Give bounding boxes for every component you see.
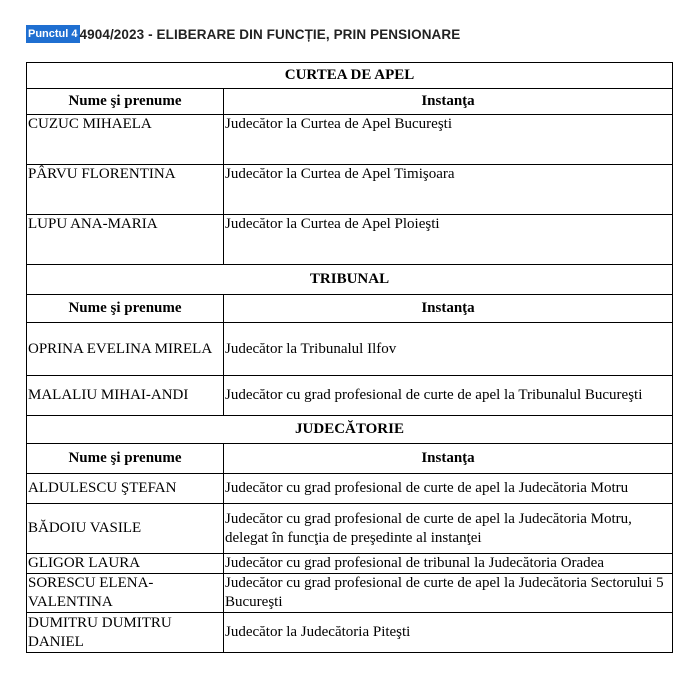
table-row — [27, 323, 673, 376]
section-row — [27, 265, 673, 295]
court-column-header: Instanţa — [224, 444, 673, 474]
document-title: 4904/2023 - ELIBERARE DIN FUNCȚIE, PRIN PENSIONARE — [79, 26, 461, 42]
name-cell: DUMITRU DUMITRU DANIEL — [27, 613, 224, 653]
column-header-row — [27, 444, 673, 474]
section-row — [27, 63, 673, 89]
retirement-table — [26, 62, 673, 653]
table-row — [27, 474, 673, 504]
name-cell: GLIGOR LAURA — [27, 554, 224, 574]
court-cell: Judecător la Curtea de Apel Timişoara — [224, 165, 673, 215]
name-cell: ALDULESCU ŞTEFAN — [27, 474, 224, 504]
court-cell: Judecător cu grad profesional de curte de apel la Judecătoria Motru, delegat în funcţia de preşedinte al instanţei — [224, 504, 673, 554]
table-row — [27, 215, 673, 265]
name-cell: BĂDOIU VASILE — [27, 504, 224, 554]
column-header-row — [27, 295, 673, 323]
name-cell: OPRINA EVELINA MIRELA — [27, 323, 224, 376]
court-column-header: Instanţa — [224, 89, 673, 115]
name-column-header: Nume şi prenume — [27, 89, 224, 115]
court-cell: Judecător la Judecătoria Piteşti — [224, 613, 673, 653]
court-cell: Judecător cu grad profesional de tribunal la Judecătoria Oradea — [224, 554, 673, 574]
table-row — [27, 554, 673, 574]
table-row — [27, 165, 673, 215]
section-row — [27, 416, 673, 444]
section-badge: Punctul 4 — [26, 25, 80, 43]
section-title: JUDECĂTORIE — [27, 416, 673, 444]
name-cell: MALALIU MIHAI-ANDI — [27, 376, 224, 416]
court-cell: Judecător cu grad profesional de curte de apel la Tribunalul Bucureşti — [224, 376, 673, 416]
name-cell: SORESCU ELENA-VALENTINA — [27, 574, 224, 613]
column-header-row — [27, 89, 673, 115]
court-cell: Judecător la Tribunalul Ilfov — [224, 323, 673, 376]
name-cell: PÂRVU FLORENTINA — [27, 165, 224, 215]
court-cell: Judecător cu grad profesional de curte de apel la Judecătoria Sectorului 5 Bucureşti — [224, 574, 673, 613]
name-column-header: Nume şi prenume — [27, 295, 224, 323]
table-row — [27, 504, 673, 554]
section-title: CURTEA DE APEL — [27, 63, 673, 89]
document-header — [26, 24, 460, 44]
name-column-header: Nume şi prenume — [27, 444, 224, 474]
court-cell: Judecător la Curtea de Apel Bucureşti — [224, 115, 673, 165]
name-cell: LUPU ANA-MARIA — [27, 215, 224, 265]
section-title: TRIBUNAL — [27, 265, 673, 295]
table-row — [27, 376, 673, 416]
table-row — [27, 574, 673, 613]
court-column-header: Instanţa — [224, 295, 673, 323]
table-row — [27, 613, 673, 653]
court-cell: Judecător la Curtea de Apel Ploieşti — [224, 215, 673, 265]
name-cell: CUZUC MIHAELA — [27, 115, 224, 165]
court-cell: Judecător cu grad profesional de curte de apel la Judecătoria Motru — [224, 474, 673, 504]
table-row — [27, 115, 673, 165]
